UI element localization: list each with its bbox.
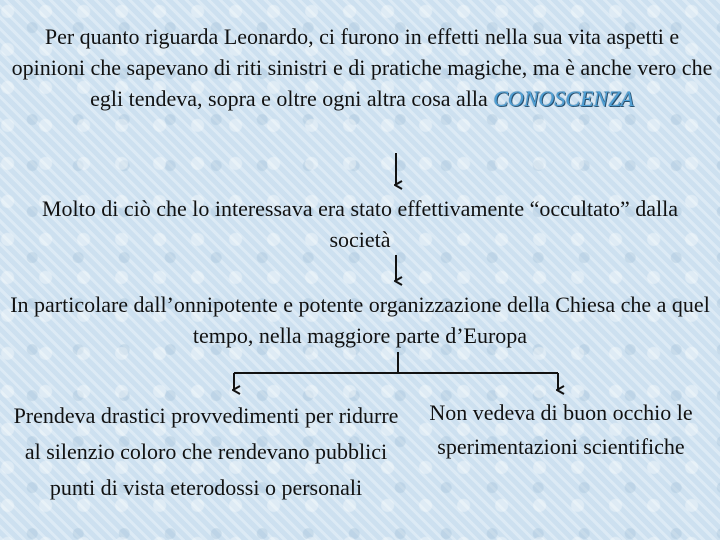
third-paragraph: In particolare dall’onnipotente e potente organizzazione della Chiesa che a quel tempo, nella maggiore parte d’Europa bbox=[10, 292, 710, 348]
right-branch-paragraph: Non vedeva di buon occhio le sperimentazioni scientifiche bbox=[429, 400, 693, 459]
keyword-conoscenza: CONOSCENZA bbox=[493, 86, 634, 111]
second-paragraph: Molto di ciò che lo interessava era stato effettivamente “occultato” dalla società bbox=[41, 196, 679, 252]
left-branch-paragraph: Prendeva drastici provvedimenti per ridurre al silenzio coloro che rendevano pubblici punti di vista eterodossi o personali bbox=[13, 403, 399, 500]
intro-text: Per quanto riguarda Leonardo, ci furono in effetti nella sua vita aspetti e opinioni che sapevano di riti sinistri e di pratiche magiche, ma è anche vero che egli tendeva, sopra e oltre ogni altra cosa alla bbox=[11, 24, 713, 111]
